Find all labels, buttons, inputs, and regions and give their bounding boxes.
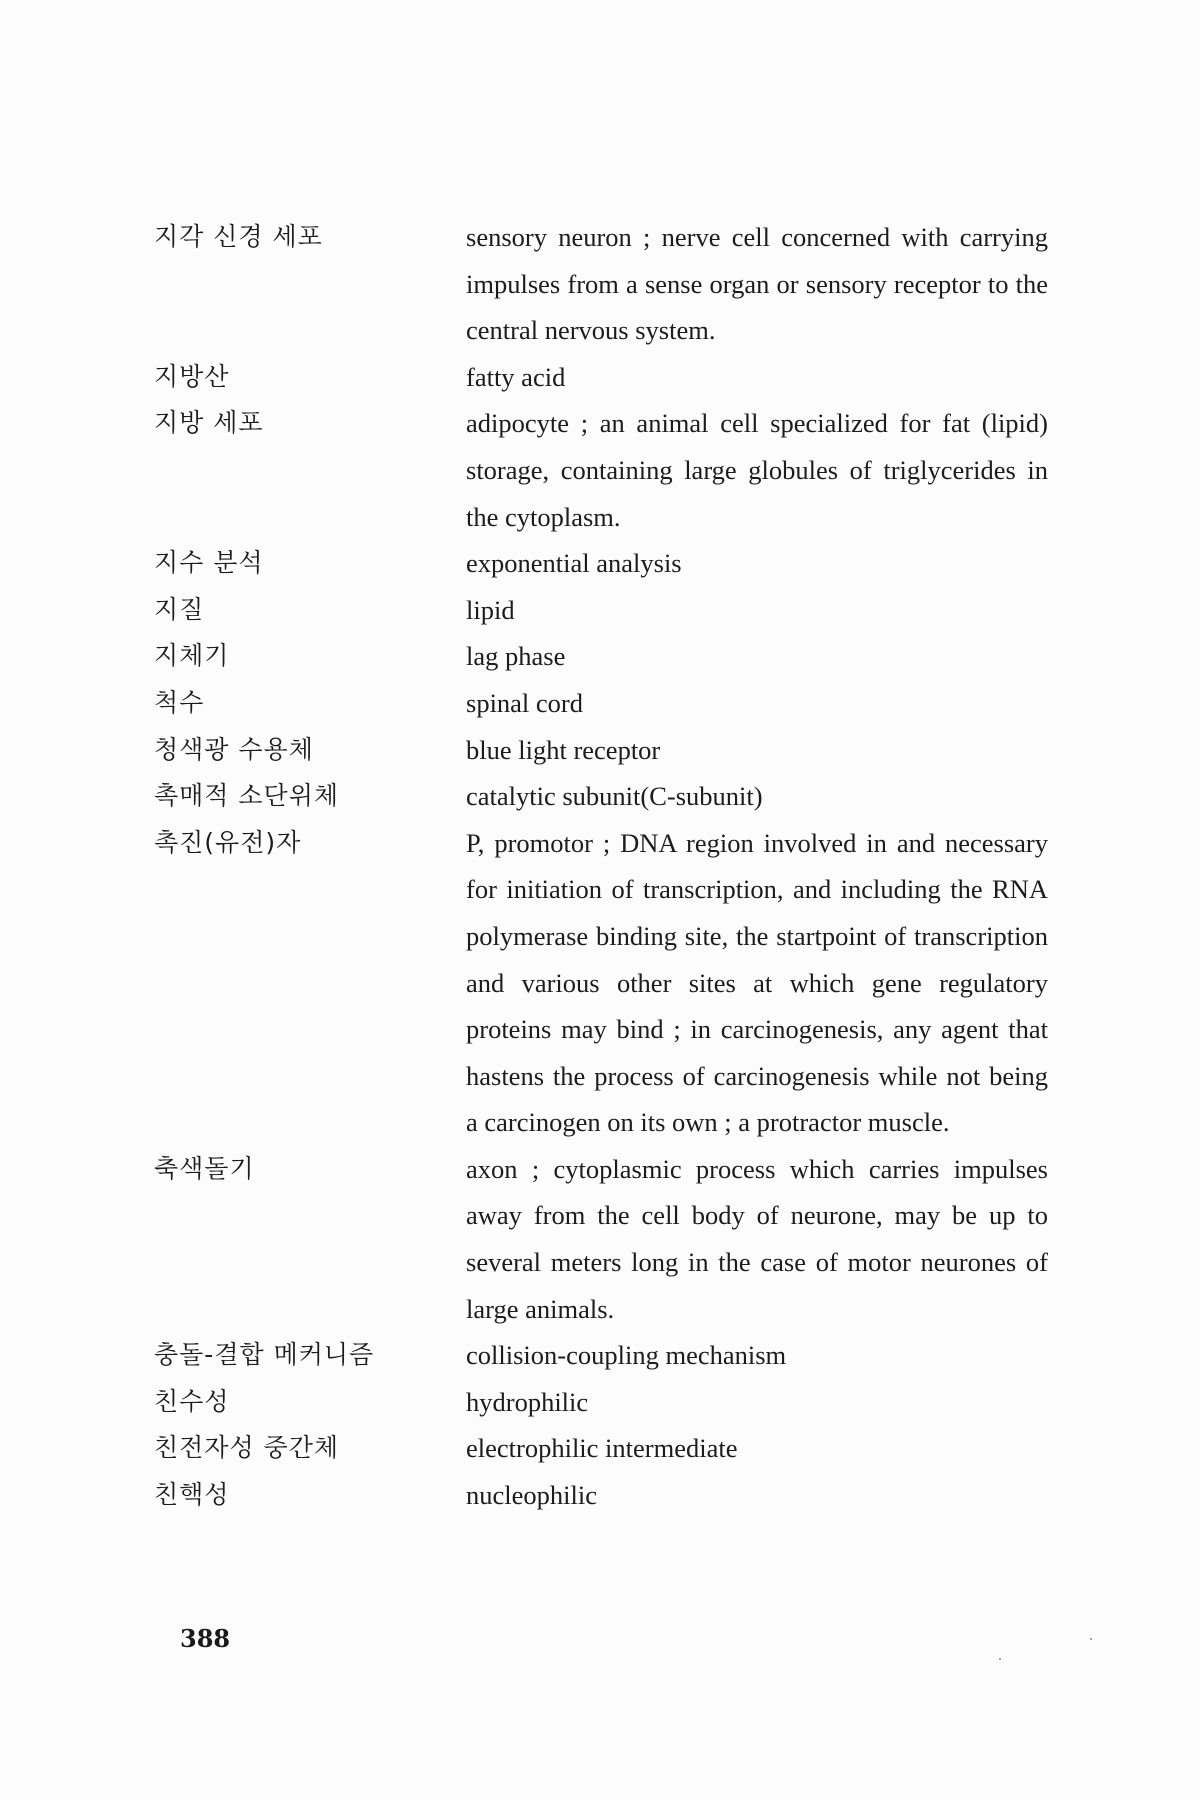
entry-definition: adipocyte ; an animal cell specialized for fat (lipid) storage, containing large globules of triglycerides in the cytoplasm. [466,408,1048,532]
glossary-entry [154,540,1054,587]
glossary-entry [154,820,1054,1146]
scan-speck [1090,1638,1092,1640]
entry-definition: fatty acid [466,361,566,392]
entry-term: 충돌-결합 메커니즘 [154,1340,375,1370]
entry-definition: lipid [466,594,515,625]
entry-term: 촉진(유전)자 [154,827,302,857]
entry-definition: blue light receptor [466,734,661,765]
entry-definition: axon ; cytoplasmic process which carries impulses away from the cell body of neurone, may be up to several meters long in the case of motor neurones of large animals. [466,1153,1048,1324]
glossary-entry [154,587,1054,634]
entry-definition: nucleophilic [466,1480,597,1511]
entry-term: 지체기 [154,641,230,671]
glossary-entry [154,400,1054,540]
glossary-entry [154,1425,1054,1472]
glossary-entry [154,680,1054,727]
glossary-entry [154,727,1054,774]
entry-definition: catalytic subunit(C-subunit) [466,781,763,812]
entry-term: 친전자성 중간체 [154,1433,339,1463]
entry-term: 지수 분석 [154,548,264,578]
entry-term: 지질 [154,594,205,624]
entry-definition: spinal cord [466,687,584,718]
entry-definition: collision-coupling mechanism [466,1340,787,1371]
entry-definition: electrophilic intermediate [466,1433,738,1464]
glossary-entry [154,773,1054,820]
glossary-entry [154,1379,1054,1426]
entry-definition: exponential analysis [466,548,682,579]
glossary-entry [154,214,1054,354]
glossary-list [154,214,1054,1519]
entry-definition: sensory neuron ; nerve cell concerned with carrying impulses from a sense organ or sensory receptor to the central nervous system. [466,222,1048,346]
glossary-entry [154,1146,1054,1332]
glossary-entry [154,1472,1054,1519]
entry-term: 친핵성 [154,1480,230,1510]
entry-term: 촉매적 소단위체 [154,781,339,811]
page-number: 388 [180,1624,231,1653]
entry-definition: P, promotor ; DNA region involved in and necessary for initiation of transcription, and including the RNA polymerase binding site, the startpoint of transcription and various other sites at which gene regulatory proteins may bind ; in carcinogenesis, any agent that hastens the process of carcinogenesis while not being a carcinogen on its own ; a protractor muscle. [466,827,1048,1138]
glossary-entry [154,633,1054,680]
entry-definition: lag phase [466,641,566,672]
entry-term: 지각 신경 세포 [154,222,323,251]
entry-term: 지방산 [154,361,230,391]
entry-term: 축색돌기 [154,1153,255,1183]
entry-term: 청색광 수용체 [154,734,314,764]
entry-term: 친수성 [154,1386,230,1416]
scan-speck [999,1658,1001,1660]
entry-term: 지방 세포 [154,408,264,438]
glossary-entry [154,354,1054,401]
glossary-entry [154,1332,1054,1379]
entry-definition: hydrophilic [466,1386,589,1417]
entry-term: 척수 [154,687,205,717]
